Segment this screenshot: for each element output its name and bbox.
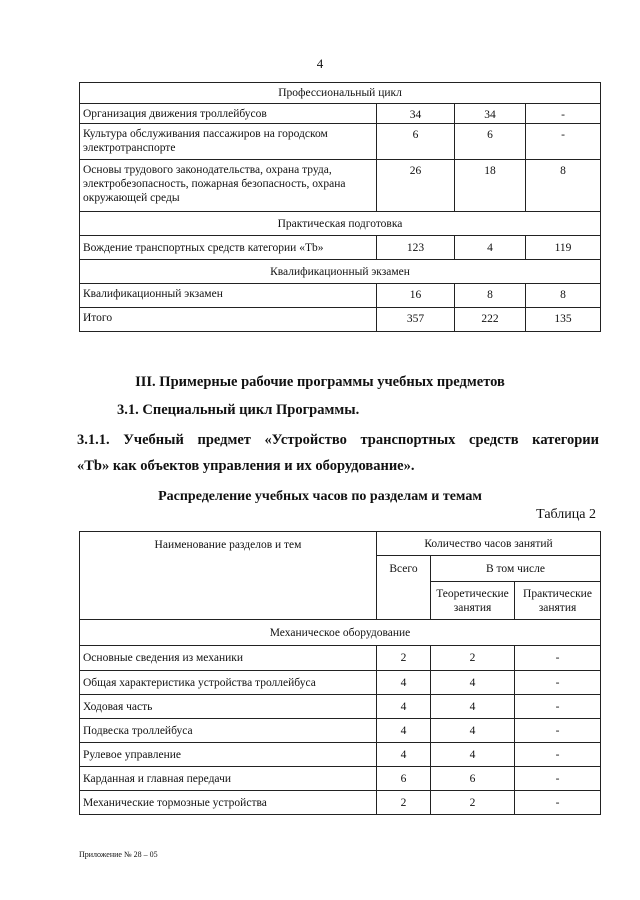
- row-practice: -: [526, 104, 601, 124]
- row-total: 4: [377, 671, 431, 695]
- subject-heading: [77, 427, 599, 479]
- row-theory: 2: [431, 646, 515, 671]
- row-name: Общая характеристика устройства троллейбуса: [80, 671, 377, 695]
- row-total: 16: [377, 284, 455, 308]
- row-practice: -: [515, 719, 601, 743]
- table-row: [80, 284, 601, 308]
- table-row: [80, 719, 601, 743]
- row-practice: 135: [526, 308, 601, 332]
- header-including: В том числе: [431, 556, 601, 582]
- header-hours: Количество часов занятий: [377, 532, 601, 556]
- row-name: Организация движения троллейбусов: [80, 104, 377, 124]
- table-row: [80, 124, 601, 160]
- row-practice: -: [515, 791, 601, 815]
- table-row: [80, 104, 601, 124]
- table-row-total: [80, 308, 601, 332]
- row-practice: 8: [526, 160, 601, 212]
- row-name: Основы трудового законодательства, охрана труда, электробезопасность, пожарная безопасность, охрана окружающей среды: [80, 160, 377, 212]
- row-theory: 34: [455, 104, 526, 124]
- table-row: [80, 160, 601, 212]
- subject-heading-line1: 3.1.1. Учебный предмет «Устройство транспортных средств категории: [77, 432, 599, 448]
- header-theory: Теоретические занятия: [431, 582, 515, 620]
- section-title: Практическая подготовка: [80, 212, 601, 236]
- row-name: Карданная и главная передачи: [80, 767, 377, 791]
- row-total: 2: [377, 646, 431, 671]
- row-theory: 4: [431, 695, 515, 719]
- row-theory: 4: [431, 671, 515, 695]
- row-total: 4: [377, 695, 431, 719]
- row-name: Вождение транспортных средств категории «Tb»: [80, 236, 377, 260]
- section-row: [80, 212, 601, 236]
- table-row: [80, 236, 601, 260]
- row-name: Механические тормозные устройства: [80, 791, 377, 815]
- distribution-heading: Распределение учебных часов по разделам и темам: [158, 489, 482, 504]
- section-row: [80, 83, 601, 104]
- row-practice: -: [526, 124, 601, 160]
- row-total: 34: [377, 104, 455, 124]
- section-title: Квалификационный экзамен: [80, 260, 601, 284]
- row-practice: -: [515, 767, 601, 791]
- row-name: Рулевое управление: [80, 743, 377, 767]
- table-row: [80, 743, 601, 767]
- row-practice: -: [515, 671, 601, 695]
- subject-heading-line2: «Tb» как объектов управления и их оборудование».: [77, 458, 415, 474]
- section-row: [80, 620, 601, 646]
- section-title: Профессиональный цикл: [80, 83, 601, 104]
- row-theory: 222: [455, 308, 526, 332]
- header-practice: Практические занятия: [515, 582, 601, 620]
- row-name: Культура обслуживания пассажиров на городском электротранспорте: [80, 124, 377, 160]
- row-practice: -: [515, 695, 601, 719]
- row-total: 26: [377, 160, 455, 212]
- row-theory: 8: [455, 284, 526, 308]
- table-header-row: [80, 532, 601, 556]
- hours-distribution-table: [79, 531, 601, 815]
- row-name: Итого: [80, 308, 377, 332]
- row-theory: 2: [431, 791, 515, 815]
- row-total: 6: [377, 767, 431, 791]
- row-total: 123: [377, 236, 455, 260]
- row-practice: 8: [526, 284, 601, 308]
- page-number: 4: [316, 56, 324, 71]
- row-theory: 18: [455, 160, 526, 212]
- row-name: Ходовая часть: [80, 695, 377, 719]
- section-title: Механическое оборудование: [80, 620, 601, 646]
- section-row: [80, 260, 601, 284]
- table-row: [80, 646, 601, 671]
- row-theory: 4: [431, 719, 515, 743]
- row-theory: 6: [455, 124, 526, 160]
- table-label: Таблица 2: [536, 507, 596, 522]
- row-theory: 6: [431, 767, 515, 791]
- row-total: 4: [377, 743, 431, 767]
- table-row: [80, 767, 601, 791]
- table-row: [80, 791, 601, 815]
- header-total: Всего: [377, 556, 431, 620]
- row-total: 2: [377, 791, 431, 815]
- row-practice: -: [515, 743, 601, 767]
- table-row: [80, 671, 601, 695]
- header-name-column: Наименование разделов и тем: [80, 532, 377, 620]
- row-name: Подвеска троллейбуса: [80, 719, 377, 743]
- footer-note: Приложение № 28 – 05: [79, 850, 158, 859]
- hours-table-continued: [79, 82, 601, 332]
- row-practice: 119: [526, 236, 601, 260]
- row-name: Основные сведения из механики: [80, 646, 377, 671]
- cycle-heading: 3.1. Специальный цикл Программы.: [117, 402, 360, 418]
- row-name: Квалификационный экзамен: [80, 284, 377, 308]
- row-theory: 4: [431, 743, 515, 767]
- row-total: 4: [377, 719, 431, 743]
- row-total: 357: [377, 308, 455, 332]
- table-row: [80, 695, 601, 719]
- row-theory: 4: [455, 236, 526, 260]
- row-total: 6: [377, 124, 455, 160]
- section-heading: III. Примерные рабочие программы учебных предметов: [135, 374, 505, 390]
- row-practice: -: [515, 646, 601, 671]
